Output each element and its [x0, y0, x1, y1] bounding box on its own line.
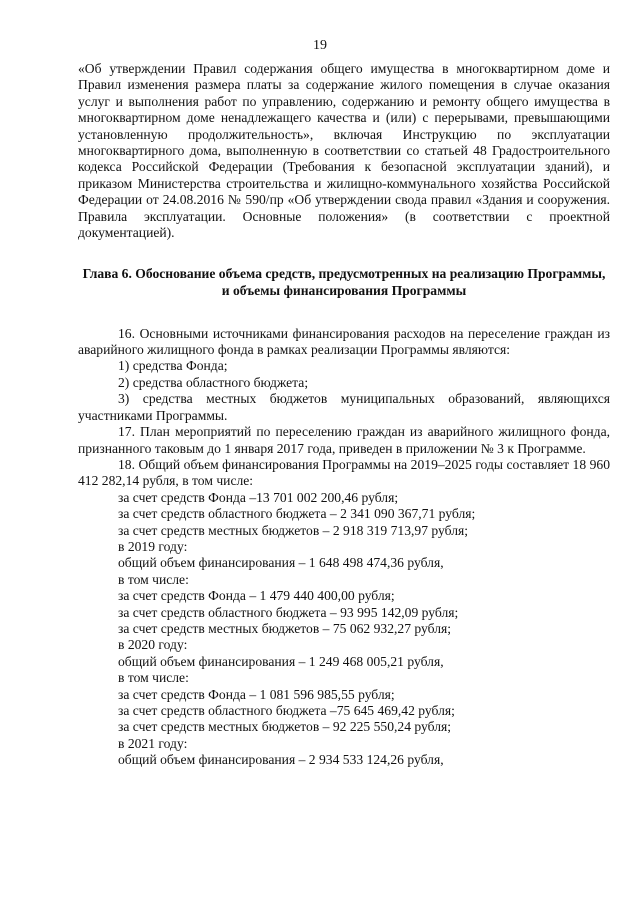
financing-line: в том числе: — [118, 571, 189, 587]
list-item-3: 3) средства местных бюджетов муниципальных образований, являющихся участниками Программы. — [78, 391, 610, 423]
financing-line: за счет средств местных бюджетов – 2 918 319 713,97 рубля; — [118, 522, 469, 538]
page-number: 19 — [313, 38, 327, 53]
financing-line: общий объем финансирования – 2 934 533 124,26 рубля, — [118, 752, 444, 768]
financing-line: в 2021 году: — [118, 735, 188, 751]
list-item-2: 2) средства областного бюджета; — [118, 374, 309, 390]
paragraph-18: 18. Общий объем финансирования Программы на 2019–2025 годы составляет 18 960 412 282,14 рубля, в том числе: — [78, 456, 610, 489]
financing-line: общий объем финансирования – 1 648 498 474,36 рубля, — [118, 555, 444, 571]
financing-line: за счет средств Фонда – 1 479 440 400,00 рубля; — [118, 588, 395, 604]
chapter-heading: Глава 6. Обоснование объема средств, предусмотренных на реализацию Программы, и объемы финансирования Программы — [82, 266, 606, 299]
document-body — [78, 61, 610, 769]
financing-line: в 2020 году: — [118, 637, 188, 653]
financing-line: за счет средств местных бюджетов – 75 062 932,27 рубля; — [118, 620, 452, 636]
financing-line: за счет средств областного бюджета –75 645 469,42 рубля; — [118, 703, 455, 718]
financing-line: за счет средств областного бюджета – 93 995 142,09 рубля; — [118, 604, 459, 620]
financing-line: за счет средств областного бюджета – 2 341 090 367,71 рубля; — [118, 506, 476, 522]
paragraph-16: 16. Основными источниками финансирования расходов на переселение граждан из аварийного жилищного фонда в рамках реализации Программы являются: — [78, 325, 610, 358]
financing-line: за счет средств Фонда –13 701 002 200,46 рубля; — [118, 489, 399, 505]
paragraph-17: 17. План мероприятий по переселению граждан из аварийного жилищного фонда, признанного таковым до 1 января 2017 года, приведен в приложении № 3 к Программе. — [78, 424, 610, 456]
list-item-1: 1) средства Фонда; — [118, 358, 228, 374]
financing-line: общий объем финансирования – 1 249 468 005,21 рубля, — [118, 653, 444, 669]
financing-line: в том числе: — [118, 670, 189, 686]
intro-paragraph: «Об утверждении Правил содержания общего имущества в многоквартирном доме и Правил изменения размера платы за содержание жилого помещения в случае оказания услуг и выполнения работ по управлению, содержанию и ремонту общего имущества в многоквартирном доме ненадлежащего качества и (или) с перерывами, превышающими установленную продолжительность», включая Инструкцию по эксплуатации многоквартирного дома, выполненную в соответствии со статьей 48 Градостроительного кодекса Российской Федерации (Требования к безопасной эксплуатации зданий), и приказом Министерства строительства и жилищно-коммунального хозяйства Российской Федерации от 24.08.2016 № 590/пр «Об утверждении свода правил «Здания и сооружения. Правила эксплуатации. Основные положения» (в соответствии с проектной документацией). — [78, 61, 610, 241]
financing-line: за счет средств Фонда – 1 081 596 985,55 рубля; — [118, 686, 395, 702]
financing-line: за счет средств местных бюджетов – 92 225 550,24 рубля; — [118, 719, 452, 735]
financing-line: в 2019 году: — [118, 538, 188, 554]
